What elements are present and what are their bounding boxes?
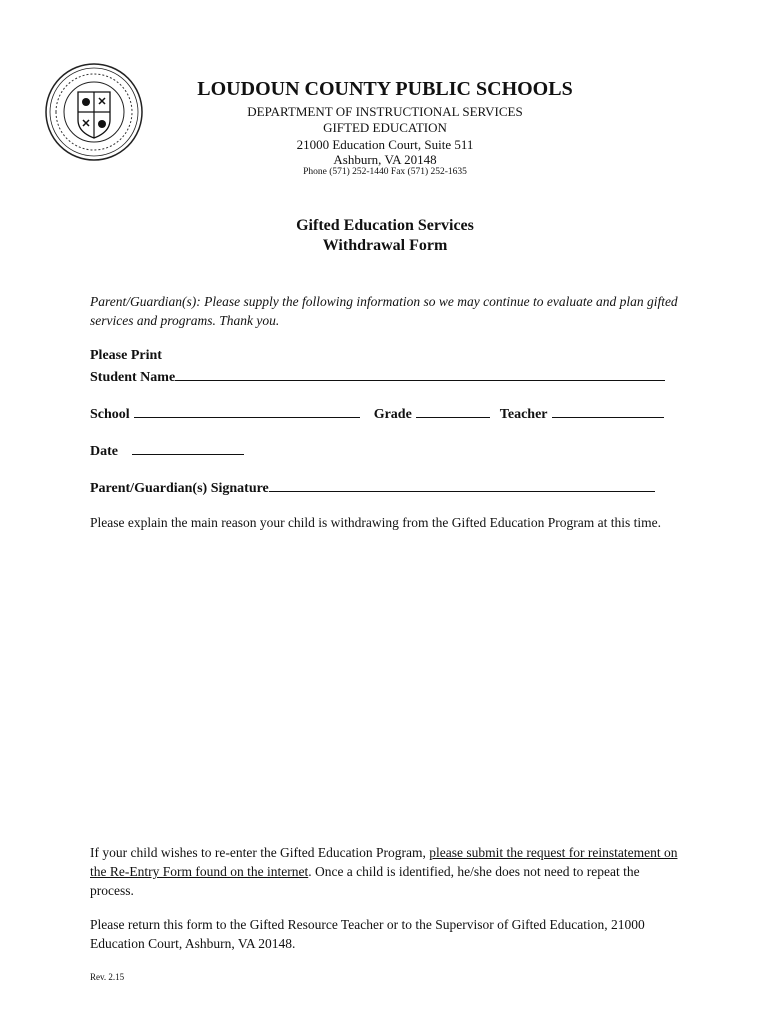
date-row <box>90 440 244 460</box>
please-print-label: Please Print <box>90 348 162 363</box>
school-field[interactable] <box>134 403 360 418</box>
intro-lead: Parent/Guardian(s): <box>90 294 201 309</box>
reason-answer-area[interactable] <box>90 556 680 836</box>
signature-field[interactable] <box>269 477 655 492</box>
org-name: LOUDOUN COUNTY PUBLIC SCHOOLS <box>197 78 573 100</box>
revision-label: Rev. 2.15 <box>90 972 125 982</box>
address-line-2: Ashburn, VA 20148 <box>333 152 437 167</box>
form-title-line-1: Gifted Education Services <box>296 217 474 234</box>
address-line-1: 21000 Education Court, Suite 511 <box>296 137 474 152</box>
school-label: School <box>90 407 130 422</box>
reentry-text-pre: If your child wishes to re-enter the Gifted Education Program, <box>90 845 430 860</box>
student-name-label: Student Name <box>90 370 176 385</box>
reentry-text-post: . Once a child is identified, he/she does not need to repeat the process. <box>90 864 640 898</box>
student-name-row <box>90 366 674 386</box>
grade-field[interactable] <box>416 403 490 418</box>
reentry-form-link[interactable]: please submit the request for reinstatement on the Re-Entry Form found on the internet <box>90 845 678 879</box>
form-title-line-2: Withdrawal Form <box>322 237 448 254</box>
return-instructions: Please return this form to the Gifted Resource Teacher or to the Supervisor of Gifted Education, 21000 Education Court, Ashburn, VA 20148. <box>90 917 645 951</box>
reason-prompt: Please explain the main reason your child is withdrawing from the Gifted Education Program at this time. <box>90 515 661 530</box>
school-grade-teacher-row <box>90 403 664 423</box>
signature-row <box>90 477 655 497</box>
teacher-field[interactable] <box>552 403 664 418</box>
intro-text: Please supply the following information so we may continue to evaluate and plan gifted services and programs. Thank you. <box>90 294 678 328</box>
reentry-paragraph <box>90 843 685 900</box>
grade-label: Grade <box>373 407 412 422</box>
student-name-field[interactable] <box>175 366 665 381</box>
signature-label: Parent/Guardian(s) Signature <box>90 481 269 496</box>
intro-paragraph <box>90 292 690 330</box>
date-field[interactable] <box>132 440 244 455</box>
teacher-label: Teacher <box>499 407 548 422</box>
date-label: Date <box>90 444 118 459</box>
contact-info: Phone (571) 252-1440 Fax (571) 252-1635 <box>303 167 467 177</box>
department-name: DEPARTMENT OF INSTRUCTIONAL SERVICES <box>247 104 523 119</box>
program-name: GIFTED EDUCATION <box>323 120 447 135</box>
